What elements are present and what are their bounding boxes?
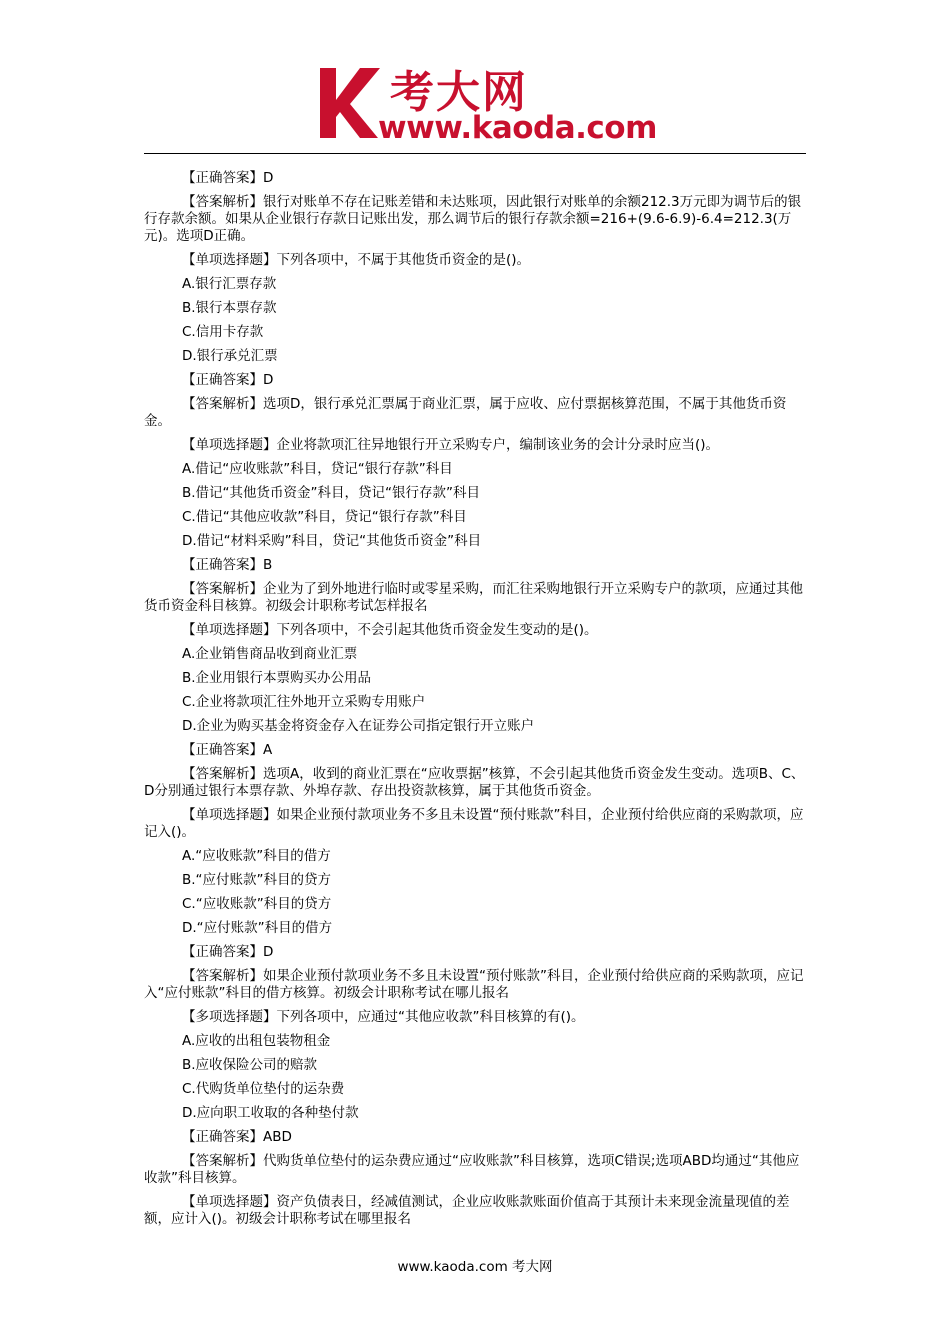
text-line: D.企业为购买基金将资金存入在证券公司指定银行开立账户 [182,718,535,734]
paragraph: 【答案解析】企业为了到外地进行临时或零星采购，而汇往采购地银行开立采购专户的款项，应通过其他货币资金科目核算。初级会计职称考试怎样报名 [144,581,803,614]
text-line: A.借记“应收账款”科目，贷记“银行存款”科目 [182,461,453,477]
paragraph: 【单项选择题】下列各项中，不属于其他货币资金的是()。 [182,252,531,268]
text-line: 【正确答案】D [182,372,274,388]
paragraph: 【多项选择题】下列各项中，应通过“其他应收款”科目核算的有()。 [182,1009,585,1025]
text-line: B.应收保险公司的赔款 [182,1057,318,1073]
text-line: B.“应付账款”科目的贷方 [182,872,332,888]
text-line: D.应向职工收取的各种垫付款 [182,1105,359,1121]
text-line: 【正确答案】B [182,557,273,573]
paragraph: 【单项选择题】企业将款项汇往异地银行开立采购专户，编制该业务的会计分录时应当()。 [182,437,720,453]
paragraph: 【答案解析】如果企业预付款项业务不多且未设置“预付账款”科目，企业预付给供应商的采购款项，应记入“应付账款”科目的借方核算。初级会计职称考试在哪儿报名 [144,968,804,1001]
text-line: 【正确答案】D [182,170,274,186]
text-line: B.银行本票存款 [182,300,277,316]
paragraph: 【答案解析】选项A，收到的商业汇票在“应收票据”核算，不会引起其他货币资金发生变动。选项B、C、D分别通过银行本票存款、外埠存款、存出投资款核算，属于其他货币资金。 [144,766,805,799]
text-line: 【正确答案】D [182,944,274,960]
text-line: D.借记“材料采购”科目，贷记“其他货币资金”科目 [182,533,482,549]
logo-chinese-name: 考大网 [390,67,528,118]
text-line: A.企业销售商品收到商业汇票 [182,646,358,662]
paragraph: 【单项选择题】如果企业预付款项业务不多且未设置“预付账款”科目，企业预付给供应商的采购款项，应记入()。 [144,807,804,840]
document-body [144,170,806,1235]
text-line: A.银行汇票存款 [182,276,277,292]
text-line: A.“应收账款”科目的借方 [182,848,331,864]
footer-text: www.kaoda.com 考大网 [397,1259,553,1275]
text-line: C.信用卡存款 [182,324,264,340]
text-line: C.“应收账款”科目的贷方 [182,896,332,912]
text-line: 【正确答案】A [182,742,273,758]
header-divider [144,153,806,154]
text-line: 【正确答案】ABD [182,1129,292,1145]
logo-url: www.kaoda.com [378,110,657,146]
site-logo [316,60,657,150]
k-logo-icon [316,62,386,142]
paragraph: 【单项选择题】资产负债表日，经减值测试，企业应收账款账面价值高于其预计未来现金流量现值的差额，应计入()。初级会计职称考试在哪里报名 [144,1194,790,1227]
text-line: C.借记“其他应收款”科目，贷记“银行存款”科目 [182,509,467,525]
text-line: A.应收的出租包装物租金 [182,1033,331,1049]
paragraph: 【单项选择题】下列各项中，不会引起其他货币资金发生变动的是()。 [182,622,598,638]
paragraph: 【答案解析】银行对账单不存在记账差错和未达账项，因此银行对账单的余额212.3万元即为调节后的银行存款余额。如果从企业银行存款日记账出发，那么调节后的银行存款余额=216+(9.6-6.9)-6.4=212.3(万元)。选项D正确。 [144,194,802,244]
paragraph: 【答案解析】代购货单位垫付的运杂费应通过“应收账款”科目核算，选项C错误;选项ABD均通过“其他应收款”科目核算。 [144,1153,800,1186]
text-line: B.借记“其他货币资金”科目，贷记“银行存款”科目 [182,485,481,501]
text-line: D.银行承兑汇票 [182,348,278,364]
text-line: C.代购货单位垫付的运杂费 [182,1081,345,1097]
text-line: B.企业用银行本票购买办公用品 [182,670,372,686]
text-line: D.“应付账款”科目的借方 [182,920,333,936]
paragraph: 【答案解析】选项D，银行承兑汇票属于商业汇票，属于应收、应付票据核算范围，不属于其他货币资金。 [144,396,787,429]
text-line: C.企业将款项汇往外地开立采购专用账户 [182,694,426,710]
